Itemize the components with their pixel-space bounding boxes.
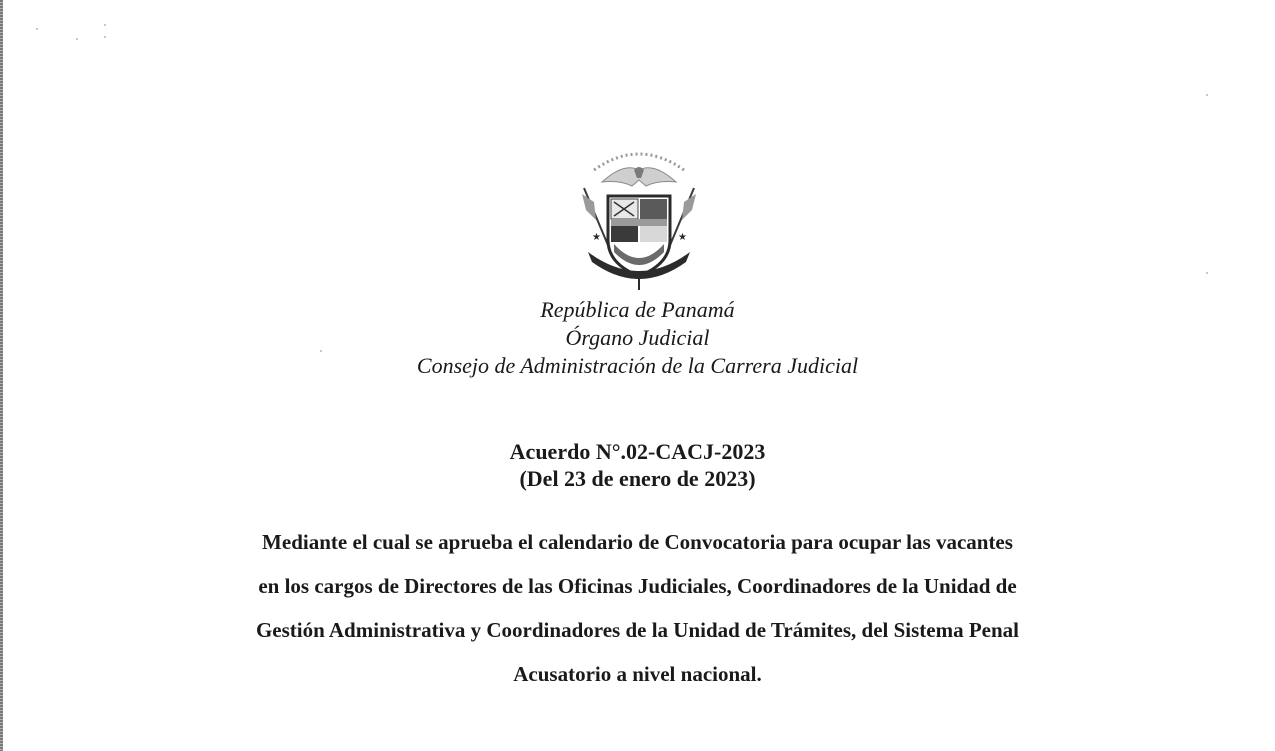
scan-speck — [1206, 94, 1208, 96]
scan-speck — [36, 28, 38, 30]
svg-text:★: ★ — [592, 232, 601, 243]
council-name: Consejo de Administración de la Carrera Judicial — [416, 353, 859, 378]
scan-speck — [76, 38, 78, 40]
agreement-subject — [0, 520, 1275, 696]
scan-speck — [104, 36, 106, 38]
subject-line: en los cargos de Directores de las Oficinas Judiciales, Coordinadores de la Unidad de — [258, 574, 1017, 598]
institution-header — [0, 296, 1275, 380]
subject-line: Mediante el cual se aprueba el calendario de Convocatoria para ocupar las vacantes — [262, 530, 1013, 554]
scan-speck — [104, 24, 106, 26]
subject-line: Acusatorio a nivel nacional. — [513, 662, 762, 686]
scan-speck — [1206, 272, 1208, 274]
agreement-heading — [0, 438, 1275, 492]
panama-coat-of-arms-icon — [574, 140, 704, 292]
subject-line: Gestión Administrativa y Coordinadores de la Unidad de Trámites, del Sistema Penal — [255, 618, 1020, 642]
svg-text:★: ★ — [678, 232, 687, 243]
country-name: República de Panamá — [540, 297, 735, 322]
agreement-date: (Del 23 de enero de 2023) — [519, 466, 756, 491]
organ-name: Órgano Judicial — [565, 325, 710, 350]
agreement-number: Acuerdo N°.02-CACJ-2023 — [509, 439, 766, 464]
